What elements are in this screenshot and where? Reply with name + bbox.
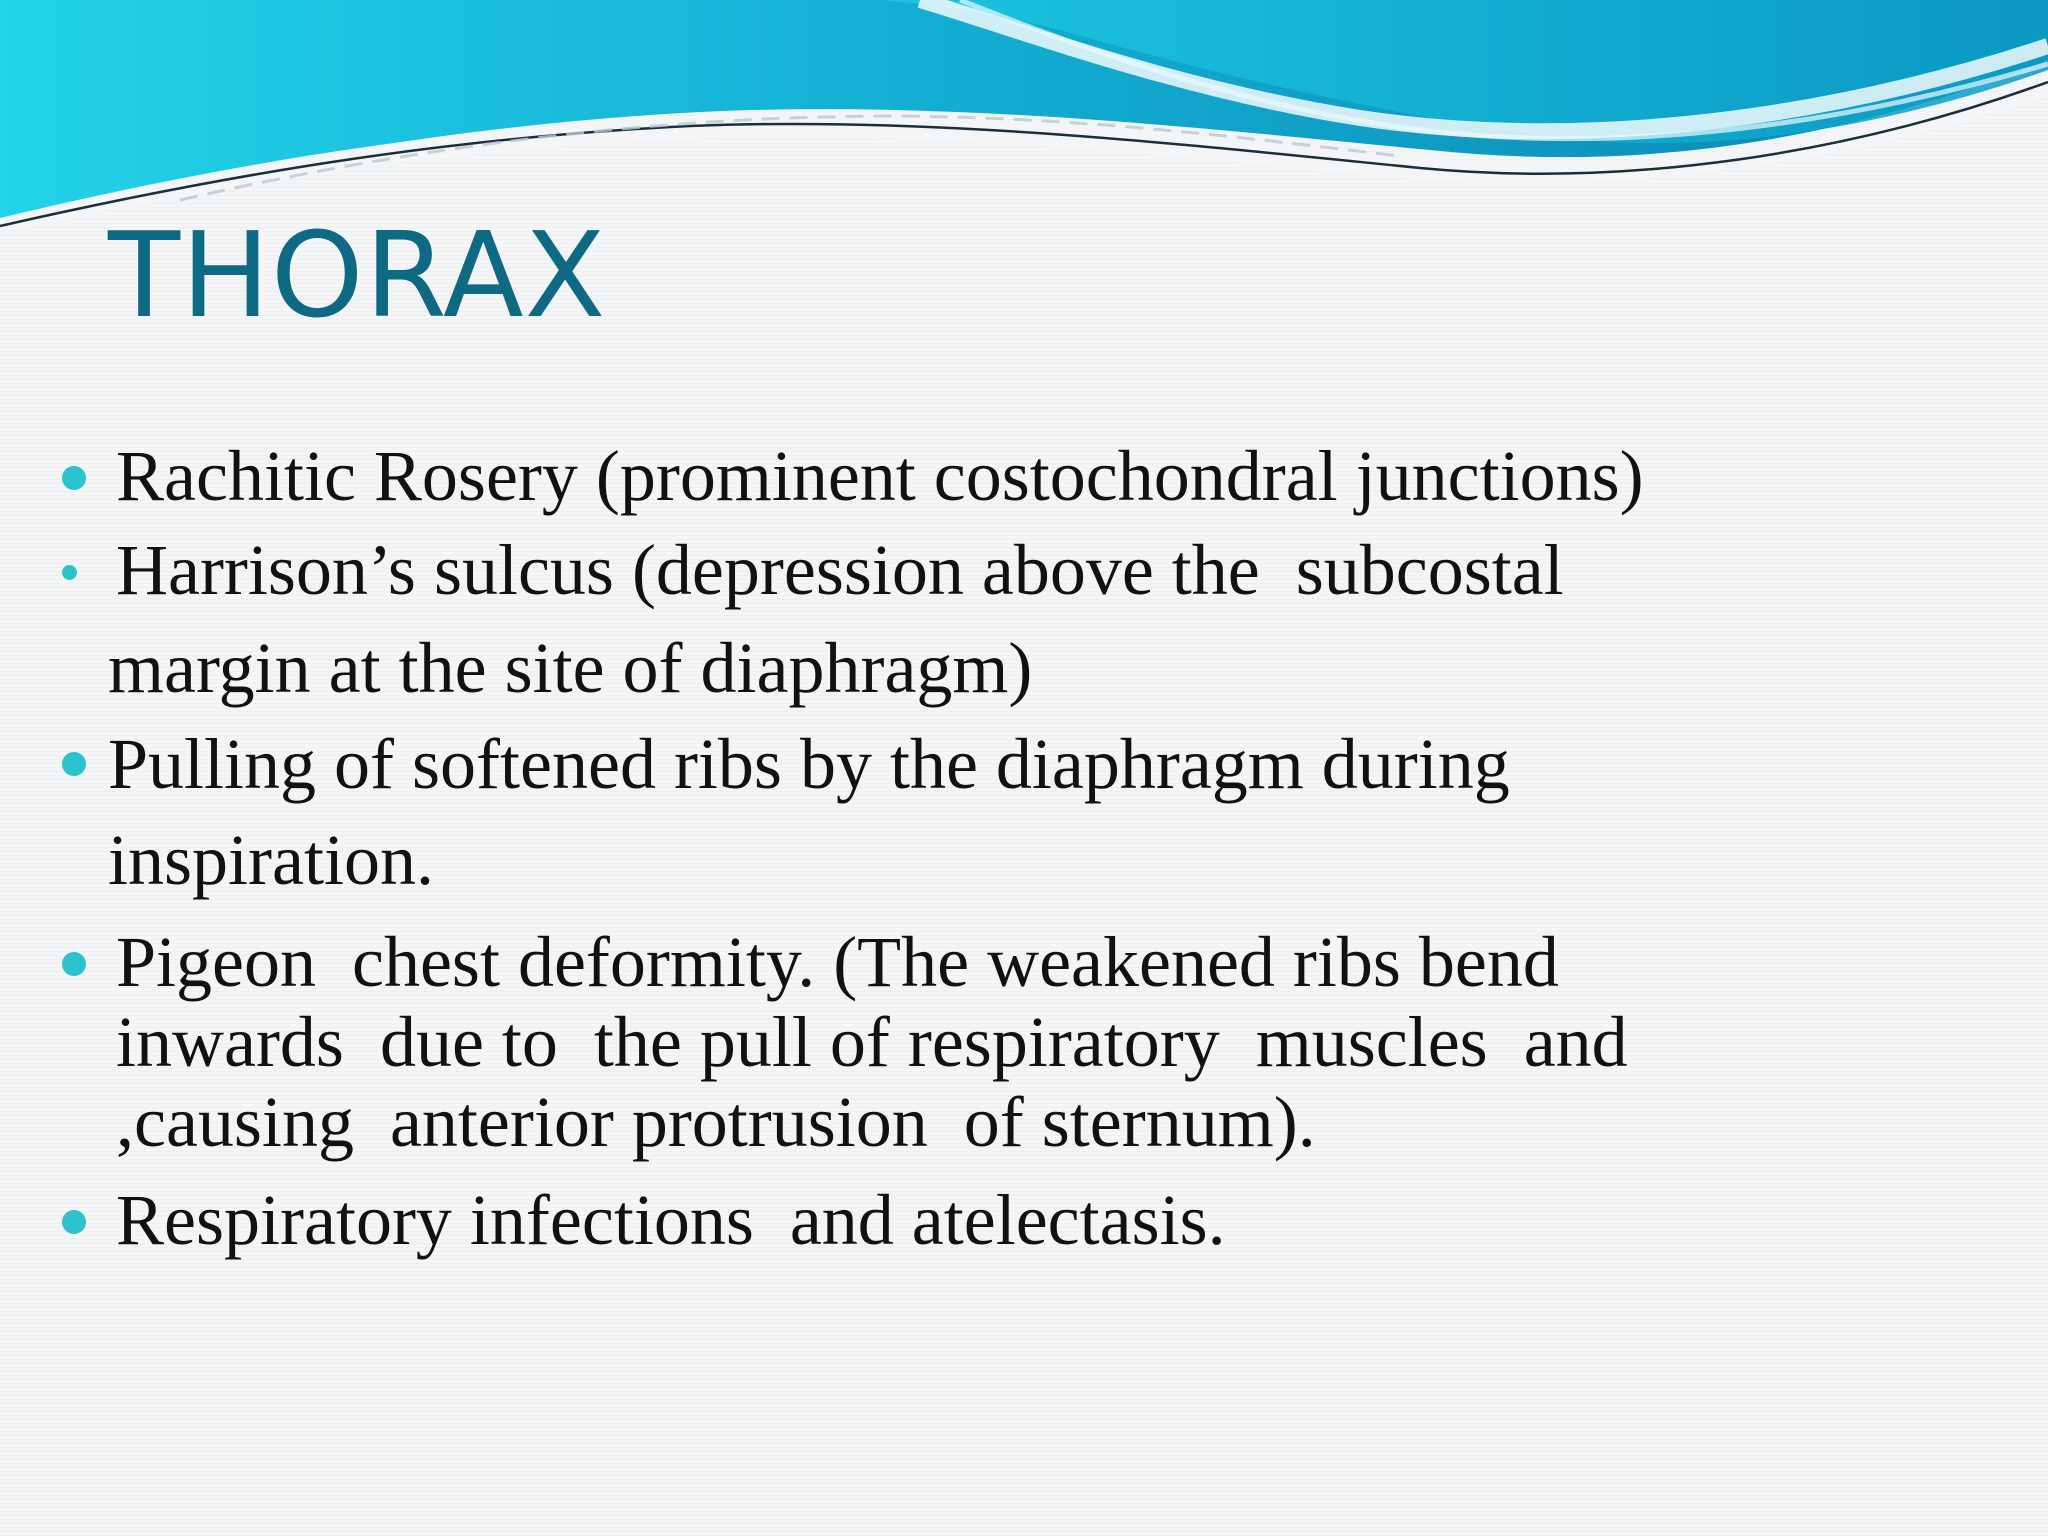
bullet-text-line: ,causing anterior protrusion of sternum). (116, 1082, 1316, 1162)
bullet-text-line: margin at the site of diaphragm) (108, 628, 1033, 708)
bullet-dot-icon (62, 565, 77, 580)
bullet-text-line: Pulling of softened ribs by the diaphragm during (108, 724, 1510, 804)
bullet-dot-icon (62, 752, 86, 776)
slide-title: THORAX (108, 206, 607, 344)
bullet-text-line: Harrison’s sulcus (depression above the subcostal (116, 530, 1564, 610)
bullet-dot-icon (62, 466, 86, 490)
bullet-text-line: Pigeon chest deformity. (The weakened ribs bend (116, 922, 1559, 1002)
bullet-text-line: inspiration. (108, 820, 434, 900)
bullet-text-line: Rachitic Rosery (prominent costochondral junctions) (116, 436, 1644, 516)
bullet-dot-icon (62, 952, 86, 976)
bullet-dot-icon (62, 1210, 86, 1234)
bullet-text-line: inwards due to the pull of respiratory muscles and (116, 1002, 1628, 1082)
bullet-text-line: Respiratory infections and atelectasis. (116, 1180, 1226, 1260)
